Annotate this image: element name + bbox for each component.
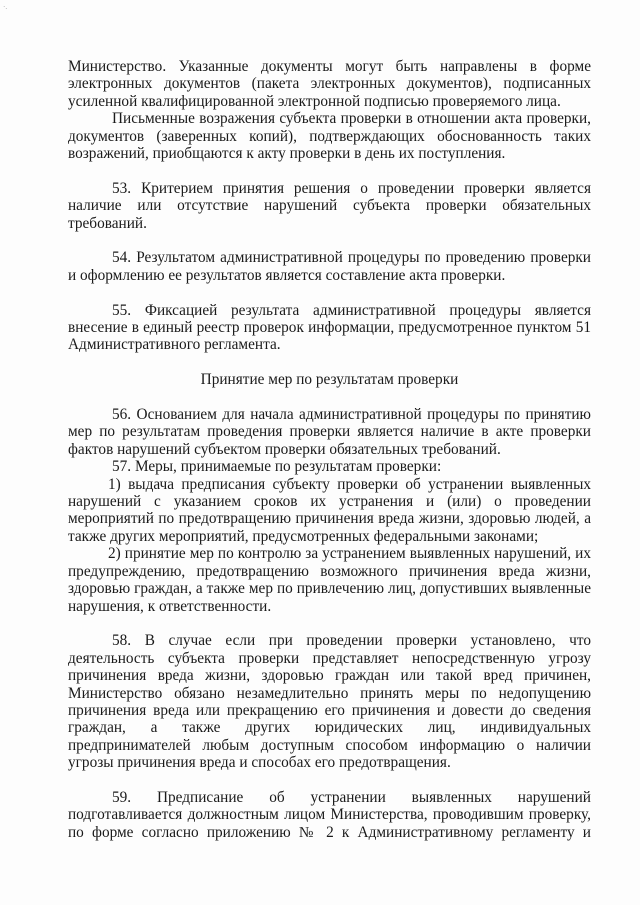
paragraph-59: 59. Предписание об устранении выявленных нарушений подготавливается должностным лицом Министерства, проводившим проверку, по форме согласно приложению № 2 к Административному регламенту и — [68, 788, 591, 841]
paragraph-objections: Письменные возражения субъекта проверки в отношении акта проверки, документов (заверенных копий), подтверждающих обоснованность таких возражений, приобщаются к акту проверки в день их поступления. — [68, 110, 591, 163]
paragraph-continuation: Министерство. Указанные документы могут быть направлены в форме электронных документов (пакета электронных документов), подписанных усиленной квалифицированной электронной подписью проверяемого лица. — [68, 58, 591, 110]
scan-artifact-mark: ·. — [3, 3, 8, 11]
paragraph-53: 53. Критерием принятия решения о проведении проверки является наличие или отсутствие нарушений субъекта проверки обязательных требований. — [68, 179, 591, 232]
paragraph-54: 54. Результатом административной процедуры по проведению проверки и оформлению ее результатов является составление акта проверки. — [68, 249, 591, 284]
section-heading: Принятие мер по результатам проверки — [200, 371, 459, 389]
paragraph-57: 57. Меры, принимаемые по результатам проверки: — [112, 458, 442, 476]
document-body — [68, 58, 591, 841]
paragraph-55: 55. Фиксацией результата административной процедуры является внесение в единый реестр проверок информации, предусмотренное пунктом 51 Административного регламента. — [68, 301, 591, 354]
paragraph-56: 56. Основанием для начала административной процедуры по принятию мер по результатам проведения проверки является наличие в акте проверки фактов нарушений субъектом проверки обязательных требований. — [68, 406, 591, 458]
paragraph-58: 58. В случае если при проведении проверки установлено, что деятельность субъекта проверки представляет непосредственную угрозу причинения вреда жизни, здоровью граждан или такой вред причинен, Министерство обязано незамедлительно принять меры по недопущению причинения вреда или прекращению его причинения и довести до сведения граждан, а также других юридических лиц, индивидуальных предпринимателей любым доступным способом информацию о наличии угрозы причинения вреда и способах его предотвращения. — [68, 632, 591, 772]
paragraph-57-item-2: 2) принятие мер по контролю за устранением выявленных нарушений, их предупреждению, предотвращению возможного причинения вреда жизни, здоровью граждан, а также мер по привлечению лиц, допустивших выявленные нарушения, к ответственности. — [68, 545, 591, 615]
paragraph-57-item-1: 1) выдача предписания субъекту проверки об устранении выявленных нарушений с указанием сроков их устранения и (или) о проведении мероприятий по предотвращению причинения вреда жизни, здоровью людей, а также других мероприятий, предусмотренных федеральными законами; — [68, 475, 591, 545]
